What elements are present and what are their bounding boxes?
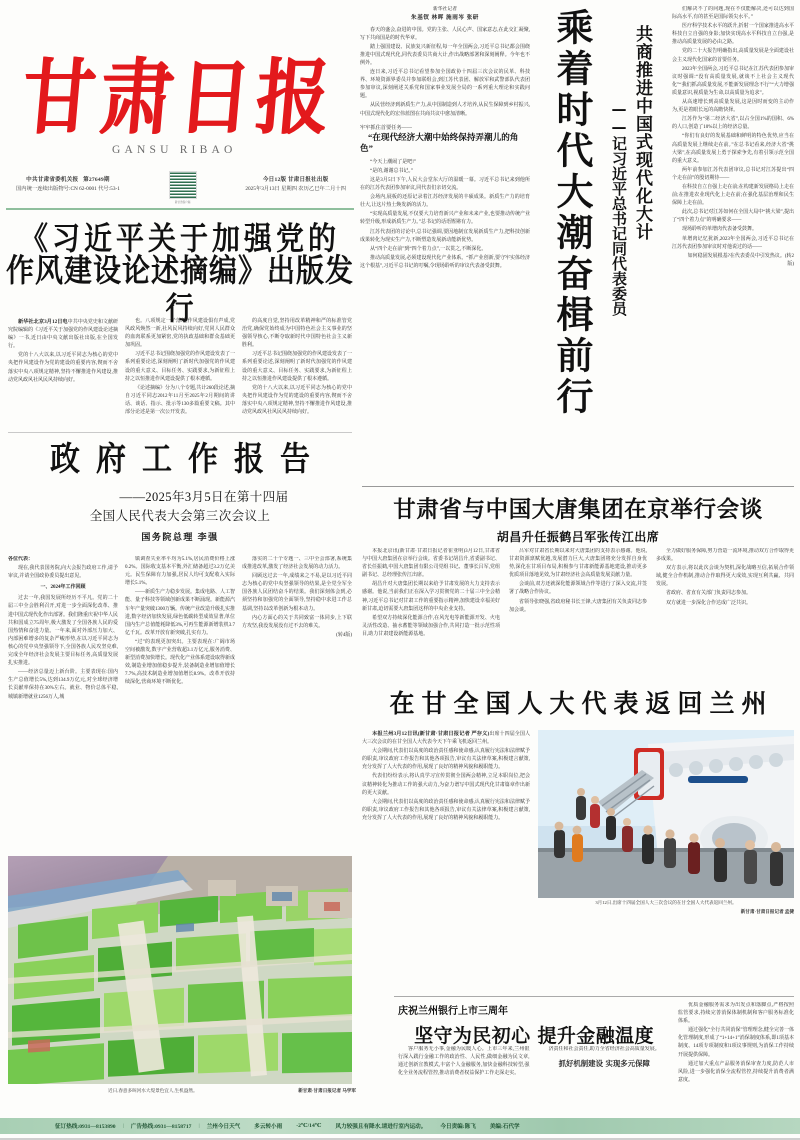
dt-c3-3: 双方就进一步深化合作达成广泛共识。	[666, 600, 752, 606]
rc-7: 两年前参加江苏代表团审议,总书记对江苏提出“四个走在前”的殷切期待——	[672, 167, 794, 181]
bank-section-divider	[394, 996, 794, 997]
lead-p1: 党的十八大以来,以习近平同志为核心的党中央把作风建设作为党的建设的重要内容,锲而不舍落实中央八项规定精神,坚持不懈推进作风建设,推动党风政风社风民风持续向好。	[8, 353, 118, 383]
npc-dateline: 本报兰州3月12日讯(新甘肃·甘肃日报记者 严存义)	[372, 731, 490, 737]
bank-col-3	[678, 1002, 794, 1085]
xinhua-reporters: 朱基钗 林晖 施雨岑 张研	[411, 14, 479, 21]
bank-title: 坚守为民初心 提升金融温度	[414, 1025, 654, 1047]
right-feature-column	[672, 6, 794, 474]
xh-b4: “实现高质量发展,不仅要大力培育新兴产业和未来产业,也要推动传统产业转型升级,形成新质生产力。”总书记的话语铿锵有力。	[360, 212, 530, 226]
rc-8: 在科技自立自强上走在前;在构建新发展格局上走在前;在推进农业现代化上走在前;在强化基层治理和民生保障上走在前。	[672, 184, 794, 207]
gov-report-title: 政府工作报告	[50, 440, 326, 479]
gov-continued: (转4版)	[336, 632, 352, 638]
masthead-org-block	[16, 175, 120, 195]
lead-col-2	[125, 318, 235, 418]
datang-body	[362, 548, 794, 680]
masthead-divider	[6, 208, 354, 210]
rc-0: 们解决不了的问题,现在不仅能解决,还可以达到国际高水平,有的甚至是国际领尖水平。”	[672, 7, 794, 21]
xh-b2: 这是3月5日下午,人民大会堂东大厅的温暖一幕。习近平总书记来到他所在的江苏代表团参加审议,同代表们亲切交流。	[360, 178, 530, 192]
footer-sep-2: |	[198, 1123, 200, 1129]
npc-return-body	[362, 730, 530, 992]
xh-i0: 春天的盛会,奋进的中国。党的主张、人民心声、国家意志,在此交汇凝聚,写下共商国是的时代华章。	[360, 27, 530, 41]
gov-c3-p1: 回顾这过去一年,成绩来之不易,是以习近平同志为核心的党中央坚强领导的结果,是全党全军全国各族人民团结奋斗的结果。我们深刻体会到,必须坚持和加强党的全面领导,坚持稳中求进工作总基调,坚持以改革创新为根本动力。	[242, 574, 352, 612]
masthead-issue: 第27649期	[83, 176, 110, 183]
rc-9: 此次,总书记对江苏如何在全国大局中“挑大梁”,提出了“四个着力点”的明确要求——	[672, 210, 794, 224]
masthead-cn-code: 国内统一连续出版物号:CN 62-0001 代号:53-1	[16, 186, 120, 193]
xinhua-agency: 新华社记者	[433, 7, 457, 12]
footer-ads-hotline[interactable]: 广告热线:0931—8158717	[130, 1124, 192, 1130]
footer-designer: 美编:石代学	[489, 1124, 520, 1130]
lead-headline-line2: 作风建设论述摘编》出版发行	[5, 251, 354, 327]
npc-return-section[interactable]	[362, 688, 794, 720]
xinhua-quote-title: “在现代经济大潮中始终保持弄潮儿的角色”	[360, 131, 519, 154]
xinhua-intro	[360, 27, 530, 119]
lead-divider	[8, 432, 352, 433]
vertical-headline-sub-bottom: ——记习近平总书记同代表委员	[610, 100, 628, 316]
gov-report-body	[8, 556, 352, 826]
lead-p3: 《论述摘编》分为八个专题,共计260段论述,摘自习近平同志2012年11月至2025年2月期间的讲话、谈话、指示、批示等130多篇重要文稿。其中部分论述是第一次公开发表。	[125, 385, 236, 416]
xinhua-feature-column	[360, 6, 530, 476]
bank-col-3-wrap	[678, 1002, 794, 1104]
gov-col-3	[242, 556, 352, 703]
qr-code-icon[interactable]	[169, 171, 197, 204]
xh-b5: 江苏代表团的讨论中,总书记强调,要因地制宜发展新质生产力,把科技创新成果转化为现实生产力,不断塑造发展新动能新优势。	[360, 229, 530, 243]
bank-sub2: 抓好机制建设 实现多元保障	[558, 1059, 650, 1069]
datang-section[interactable]	[362, 496, 794, 545]
footer-editor: 今日责编:陈飞	[440, 1124, 476, 1130]
footer-advice: 风力较强且有降水,请进行室内运动。	[335, 1124, 427, 1130]
vertical-headline-main[interactable]: 乘着时代大潮奋楫前行	[550, 8, 593, 418]
datang-col-2	[509, 548, 647, 640]
footer-weather-label: 兰州今日天气	[206, 1124, 241, 1130]
datang-subtitle: 胡昌升任振鹤吕军张传江出席	[496, 530, 660, 544]
lead-col-1	[8, 318, 118, 418]
lead-col-3	[242, 318, 352, 418]
right-col-text	[672, 6, 794, 269]
npc-return-text	[362, 730, 530, 823]
bk-c3-0: 优质金融服务需求为出发点和落脚点,严格按照监管要求,持续完善消保体制机制和客户服务标准化体系。	[678, 1003, 794, 1025]
bank-section[interactable]	[398, 1002, 670, 1048]
npc-b2: 代表们纷纷表示,将认真学习宣传贯彻全国两会精神,立足本职岗位,把会议精神转化为推动工作的强大动力,为奋力谱写中国式现代化甘肃篇章作出新的更大贡献。	[362, 774, 530, 796]
datang-col-1	[362, 548, 500, 640]
masthead-org: 中共甘肃省委机关报	[26, 176, 79, 183]
npc-photo-credit: 新甘肃·甘肃日报记者 孟捷	[740, 908, 794, 914]
rc-2: 党的二十大报告明确指出,高质量发展是全面建设社会主义现代化国家的首要任务。	[672, 49, 794, 63]
lead-p2b: 习近平总书记围绕加强党的作风建设发表了一系列重要论述,深刻阐明了新时代加强党的作风建设的重大意义、目标任务、实践要求,为新征程上持之以恒推进作风建设提供了根本遵循。	[242, 352, 353, 382]
npc-return-photo	[538, 730, 794, 898]
dt-c2-0: 吕军对甘肃省长期以来对大唐集团的支持表示感谢。他说,甘肃资源禀赋优越,发展潜力巨大,大唐集团将充分发挥自身优势,深化在甘项目布局,积极参与甘肃新能源基地建设,推动更多优质项目落地见效,为甘肃经济社会高质量发展贡献力量。	[509, 549, 647, 579]
dt-c3-2: 省政府、省直有关部门负责同志参加。	[666, 591, 752, 597]
bk-c3-2: 通过加大重点产品服务消保审查力度,防范人市风险,进一步强化消保全流程管控,持续提升消费者满意度。	[678, 1061, 794, 1083]
lead-headline-line1: 《习近平关于加强党的	[19, 219, 340, 257]
xinhua-kicker: 牢牢抓住首要任务——	[360, 124, 412, 131]
gov-report-byline: 国务院总理 李强	[141, 532, 219, 542]
dt-c3-1: 双方表示,将以此次会谈为契机,深化战略互信,拓展合作领域,健全合作机制,推动合作取得更大成效,实现互利共赢、共同发展。	[656, 566, 794, 588]
lead-p1b: 党的十八大以来,以习近平同志为核心的党中央把作风建设作为党的建设的重要内容,锲而不舍落实中央八项规定精神,坚持不懈推进作风建设,推动党风政风社风民风持续向好。	[242, 385, 352, 416]
farm-aerial-photo	[8, 856, 352, 1084]
npc-photo-caption-block	[538, 900, 794, 916]
xh-i2: 连日来,习近平总书记看望参加全国政协十四届三次会议的民革、科技界、环境资源界委员并参加联组会,到江苏代表团、解放军和武警部队代表团参加审议,深刻阐述关系党和国家事业发展全局的一系列重大理论和实践问题。	[360, 70, 530, 100]
footer-bar	[0, 1118, 800, 1134]
lead-p4: 也。八项规定一子落地,作风建设俱有声成,党风政风焕然一新,社风民风持续向好,党同人民群众的血肉联系更加紧密,党的执政基础和群众基础更加巩固。	[125, 319, 235, 349]
footer-sep-1: |	[122, 1123, 124, 1129]
npc-b1: 大会期间,代表们以高度的政治责任感和使命感,认真履行宪法和法律赋予的职责,审议政府工作报告和其他各项报告,审议有关法律草案,积极建言献策,充分发挥了人大代表的作用,展现了良好的精神风貌和履职能力。	[362, 749, 530, 771]
npc-photo-caption: 3月12日,出席十四届全国人大三次会议的在甘全国人大代表返回兰州。	[595, 900, 737, 905]
rc-11: 单增肉记忆犹新,2023年全国两会,习近平总书记在江苏代表团参加审议时对他说过的话——	[672, 236, 794, 250]
gov-report-header[interactable]	[4, 440, 356, 543]
gov-report-subtitle2: 全国人民代表大会第三次会议上	[89, 509, 271, 523]
masthead-logo	[17, 49, 342, 147]
rc-3: 2023年全国两会,习近平总书记在江苏代表团参加审议时强调:“没有高质量发展,就谈不上社会主义现代化”“我们抓高质量发展,不能新发展理念不行”“大力增强质量意识,视质量为生命,以高质量为追求”。	[672, 66, 794, 96]
gov-section-1: 一、2024年工作回顾	[40, 585, 86, 591]
rc-6: “你们有良好的发展基础和鲜明的特色优势,应当在高质量发展上继续走在前。”在总书记看来,经济大省“挑大梁”,在高质量发展上勇于探索争先,有着引领示范全国的重大意义。	[672, 134, 794, 164]
xh-i3: 从民营经济到新质生产力,从中国制造到人才培养,从民生保障到乡村振兴,中国式现代化的宏伟蓝图在共商共议中愈加清晰。	[360, 103, 530, 117]
masthead-pages: 今日12版 甘肃日报社出版	[262, 176, 329, 183]
rc-10: 现场聆听的单增肉代表备受鼓舞。	[682, 227, 758, 233]
datang-col-3	[656, 548, 794, 640]
dt-c3-0: 全力做好服务保障,努力营造一流环境,推动双方合作取得更多成果。	[656, 549, 794, 563]
gov-col-2	[125, 556, 235, 703]
xh-b7: 推动高质量发展,必须建设现代化产业体系。“抓产业创新,要守牢实体经济这个根基”,习近平总书记的叮嘱,令现场聆听的审议代表备受鼓舞。	[360, 255, 530, 269]
dt-c2-1: 会谈前,双方还就深化能源领域合作等进行了深入交流,并签署了战略合作协议。	[509, 582, 647, 596]
xh-b6: 从“四个走在前”到“四个着力点”,一以贯之,不断深化。	[370, 246, 487, 252]
footer-weather: 多云转小雨	[254, 1124, 283, 1130]
gov-salutation: 各位代表：	[8, 557, 34, 562]
dt-c1-2: 希望双方持续深化能源合作,在风光电等新能源开发、火电灵活性改造、抽水蓄能等领域加强合作,共同打造一批示范性项目,助力甘肃建设新能源基地。	[362, 615, 500, 637]
lead-headline[interactable]	[4, 219, 356, 327]
right-section-divider	[362, 486, 794, 487]
farm-photo-caption: 近日,春意多叫河水大堤景色宜人,生机盎然。	[108, 1088, 198, 1093]
masthead	[0, 0, 358, 212]
xh-b3: 会场内,展板的还原记录着江苏经济发展的丰硕成果。新质生产力的培育壮大,让这片热土焕发新的活力。	[360, 195, 530, 209]
lead-dateline: 新华社北京3月12日电	[18, 319, 68, 325]
rc-12: 如何稳固发展根基?在代表委员中引发热议。(转2版)	[687, 253, 794, 267]
bank-kicker: 庆祝兰州银行上市三周年	[398, 1006, 508, 1017]
lead-p0: 中共中央党史和文献研究院编辑的《习近平关于加强党的作风建设论述摘编》一书,近日由中央文献出版社出版,在全国发行。	[8, 320, 119, 350]
gov-c2-p2: “过”的表现更加突出。主要表现在:广阔市场空间被激发,数字产业营收超3.1万亿元,服务消费、新型消费加快增长。现代化产业体系建设取得新成效,制造业增加值稳步提升,装备制造业增加值增长7.7%,高技术制造业增加值增长8.9%。改革开放持续深化,营商环境不断优化。	[125, 639, 236, 686]
farm-photo-credit: 新甘肃·甘肃日报记者 马学军	[298, 1088, 356, 1093]
vertical-headline-sub-top: 共商推进中国式现代化大计	[632, 25, 652, 241]
masthead-date: 2025年3月13日 星期四 农历乙巳年二月十四	[245, 186, 346, 193]
bk-c1-0: 客户服务无小事,金融为民暖人心。上市三年来,兰州银行深入践行金融工作的政治性、人民性,做细金融为民文章,通过创新宣教模式,丰富个人金融服务,加快金融科技转型,强化全业务流程管控,推动消费者权益保护工作走深走实。	[398, 1047, 530, 1077]
rc-1: 医疗科学技术水平的跃升,折射一个国家推进高水平科技自立自强的身影;加快实现高水平科技自立自强,是推动高质量发展的必由之路。	[672, 24, 794, 46]
masthead-date-block	[245, 175, 346, 195]
xh-b1: “是的,谢谢总书记。”	[370, 168, 414, 174]
gov-c2-p0: 镇调查失业率平均为5.1%,居民消费价格上涨0.2%。国际收支基本平衡,外汇储备超过3.2万亿美元。民生保障有力加强,居民人均可支配收入实际增长5.1%。	[125, 557, 235, 587]
qr-caption: 新甘肃客户端	[174, 201, 191, 204]
xh-i1: 踏上强国建设、民族复兴新征程,每一年全国两会,习近平总书记都会围绕推进中国式现代化,同代表委员共商大计,作出战略部署和深刻阐释。今年也不例外。	[360, 44, 530, 66]
bk-c2-0: 济责任和社会责任,助力全省经济社会高质量发展。	[548, 1047, 660, 1052]
gov-col-1	[8, 556, 118, 703]
bank-col-2	[539, 1046, 671, 1079]
gov-c3-p2: 内心方面心的关于共同致富一体同步,上下联方攻坚,我没发展没有过不去的难关。	[242, 615, 352, 629]
gov-c1-p4: ——经济总量迈上新台阶。主要表现在:国内生产总值增长5%,达到134.9万亿元,对全球经济增长贡献率保持在30%左右。就业、物价总体平稳,城镇新增就业1256万人,城	[8, 670, 118, 700]
gov-c1-p3: 过去一年,我国发展所经历不平凡。党的二十届三中全会胜利召开,对进一步全面深化改革、推进中国式现代化作出部署。我们隆重庆祝中华人民共和国成立75周年,极大激发了全国各族人民的爱国热情和奋进力量。一年来,面对外部压力加大、内部困难增多的复杂严峻形势,在以习近平同志为核心的党中央坚强领导下,全国各族人民攻坚克难,完成全年经济社会发展主要目标任务,高质量发展扎实推进。	[8, 596, 119, 667]
footer-subscribe-hotline[interactable]: 征订热线:0931—8153890	[55, 1124, 116, 1130]
lead-p2: 习近平总书记围绕加强党的作风建设发表了一系列重要论述,深刻阐明了新时代加强党的作风建设的重大意义、目标任务、实践要求,为新征程上持之以恒推进作风建设提供了根本遵循。	[125, 352, 236, 382]
npc-b0: 出席十四届全国人大三次会议的在甘全国人大代表今天下午乘飞机返回兰州。	[362, 732, 530, 746]
masthead-title: 甘肃日报	[17, 49, 339, 147]
dt-c1-1: 胡昌升对大唐集团长期以来给予甘肃发展的大力支持表示感谢。他说,当前我们正在深入学习贯彻党的二十届三中全会精神,习近平总书记对甘肃工作的重要指示精神,加快建设幸福美好新甘肃,迫切需要大唐集团这样的中央企业支持。	[362, 582, 500, 612]
rc-5: 江苏作为“第二经济大省”,以占全国1%的国积、6%的人口,创造了10%以上的经济总量。	[672, 117, 794, 131]
dt-c2-2: 省领导张晓强,省政府秘书长王锋,大唐集团有关负责同志参加会谈。	[509, 599, 647, 613]
gov-report-subtitle1: ——2025年3月5日在第十四届	[119, 490, 289, 504]
lead-p5: 的高度自觉,坚持用改革精神和严的标准管党治党,确保党始终成为中国特色社会主义事业的坚强领导核心,不断夺取新时代中国特色社会主义新胜利。	[242, 319, 352, 349]
gov-c1-p1: 现在,我代表国务院,向大会报告政府工作,请予审议,并请全国政协委员提出意见。	[8, 566, 118, 580]
lead-body	[8, 318, 352, 418]
xinhua-body	[360, 159, 530, 271]
bank-col-1	[398, 1046, 530, 1079]
npc-return-title: 在甘全国人大代表返回兰州	[389, 689, 774, 718]
masthead-info	[16, 168, 346, 202]
masthead-pinyin: GANSU RIBAO	[112, 144, 237, 156]
footer-temp: -2℃/14℃	[296, 1123, 322, 1129]
farm-photo-caption-row	[108, 1088, 356, 1095]
gov-c3-p0: 落实的二十个专题一、三中全会部署,系统集成推进改革,激发了经济社会发展的动力活力。	[242, 557, 352, 571]
bank-body	[398, 1046, 670, 1104]
xh-b0: “今天上潮闹了是吧!”	[370, 159, 417, 165]
dt-c1-0: 本报北京讯(新甘肃·甘肃日报记者崔亚明)3月12日,甘肃省与中国大唐集团在京举行会谈。省委书记胡昌升,省委副书记、省长任振鹤,中国大唐集团有限公司党组书记、董事长吕军,党组副书记、总经理张传江出席。	[362, 549, 500, 579]
npc-b1b: 大会期间,代表们以高度的政治责任感和使命感,认真履行宪法和法律赋予的职责,审议政府工作报告和其他各项报告,审议有关法律草案,积极建言献策,充分发挥了人大代表的作用,展现了良好的精神风貌和履职能力。	[362, 799, 530, 821]
bk-c3-1: 通过强化“全行共同消保”管理理念,健全完善一体化管理制度,形成了“1+14+1”消保制度体系,即1项基本制度、14项专项制度和1项议事规则,为消保工作持续开展提供保障。	[678, 1028, 794, 1058]
gov-c2-p1: ——新质生产力稳步发展。集成电路、人工智能、量子科技等领域创新成果不断涌现。新能源汽车年产量突破1300万辆。传统产业改造升级扎实推进,数字经济加快发展,绿色低碳转型成效显著,单位国内生产总值能耗降低3%,可再生能源新增装机3.7亿千瓦。改革开放有新突破,扎实有力。	[125, 590, 236, 636]
rc-4: 从高速增长到高质量发展,这是因时而变的主动作为,更是着眼长远的高瞻快择。	[672, 100, 794, 114]
datang-title: 甘肃省与中国大唐集团在京举行会谈	[393, 497, 763, 523]
